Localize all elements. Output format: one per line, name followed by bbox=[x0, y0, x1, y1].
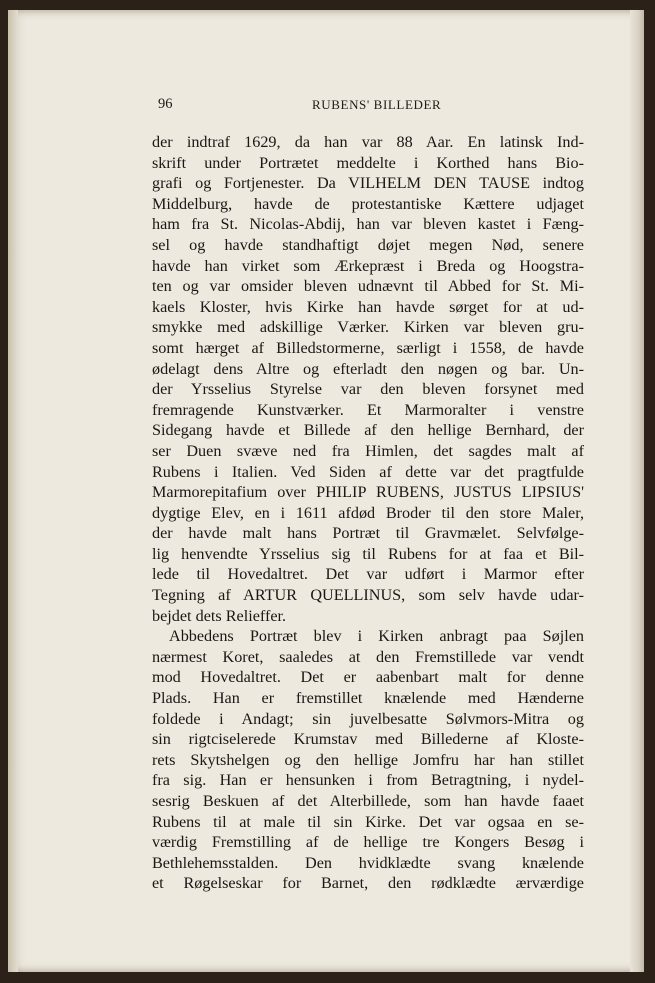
text-line: Rubens i Italien. Ved Siden af dette var det pragtfulde bbox=[152, 462, 584, 481]
text-line: ser Duen svæve ned fra Himlen, det sagdes malt af bbox=[152, 441, 584, 460]
text-line: dygtige Elev, en i 1611 afdød Broder til den store Maler, bbox=[152, 503, 584, 522]
text-line: der indtraf 1629, da han var 88 Aar. En latinsk Ind- bbox=[152, 133, 584, 151]
text-line: fremragende Kunstværker. Et Marmoralter i venstre bbox=[152, 400, 584, 419]
page-binding-shadow bbox=[8, 10, 18, 972]
text-line: havde han virket som Ærkepræst i Breda og Hoogstra- bbox=[152, 256, 584, 275]
text-line: somt hærget af Billedstormerne, særligt i 1558, de havde bbox=[152, 338, 584, 357]
text-line: bejdet dets Relieffer. bbox=[152, 606, 287, 625]
text-line: kaels Kloster, hvis Kirke han havde sørget for at ud- bbox=[152, 297, 584, 316]
text-line: grafi og Fortjenester. Da VILHELM DEN TAUSE indtog bbox=[152, 174, 584, 193]
body-text bbox=[152, 132, 584, 894]
text-line: Abbedens Portræt blev i Kirken anbragt paa Søjlen bbox=[169, 627, 584, 646]
text-line: der havde malt hans Portræt til Gravmælet. Selvfølge- bbox=[152, 524, 584, 543]
text-line: sesrig Beskuen af det Alterbillede, som han havde faaet bbox=[152, 792, 584, 810]
text-line: Marmorepitafium over PHILIP RUBENS, JUSTUS LIPSIUS' bbox=[152, 483, 584, 502]
text-line: Plads. Han er fremstillet knælende med Hænderne bbox=[152, 689, 584, 708]
page-number: 96 bbox=[158, 96, 173, 112]
text-line: mod Hovedaltret. Det er aabenbart malt for denne bbox=[152, 668, 584, 687]
page-header bbox=[152, 96, 584, 118]
text-line: lede til Hovedaltret. Det var udført i Marmor efter bbox=[152, 565, 584, 584]
text-line: der Yrsselius Styrelse var den bleven forsynet med bbox=[152, 380, 584, 399]
text-line: ten og var omsider bleven udnævnt til Abbed for St. Mi- bbox=[152, 277, 584, 296]
text-line: et Røgelseskar for Barnet, den rødklædte ærværdige bbox=[152, 874, 584, 893]
text-line: rets Skytshelgen og den hellige Jomfru har han stillet bbox=[152, 750, 584, 769]
text-line: ham fra St. Nicolas-Abdij, han var bleven kastet i Fæng- bbox=[152, 215, 584, 234]
text-line: foldede i Andagt; sin juvelbesatte Sølvmors-Mitra og bbox=[152, 709, 584, 728]
text-line: fra sig. Han er hensunken i from Betragtning, i nydel- bbox=[152, 771, 584, 790]
text-line: sel og havde standhaftigt døjet megen Nød, senere bbox=[152, 235, 584, 254]
text-line: Middelburg, havde de protestantiske Kættere udjaget bbox=[152, 194, 584, 213]
text-line: værdig Fremstilling af de hellige tre Kongers Besøg i bbox=[152, 833, 584, 852]
text-line: Bethlehemsstalden. Den hvidklædte svang knælende bbox=[152, 853, 584, 872]
text-line: lig henvendte Yrsselius sig til Rubens for at faa et Bil- bbox=[152, 544, 584, 563]
page-edge-stack bbox=[630, 10, 644, 972]
text-line: Rubens til at male til sin Kirke. Det var ogsaa en se- bbox=[152, 812, 584, 831]
text-line: smykke med adskillige Værker. Kirken var bleven gru- bbox=[152, 318, 584, 337]
text-line: Tegning af ARTUR QUELLINUS, som selv havde udar- bbox=[152, 586, 584, 605]
text-line: nærmest Koret, saaledes at den Fremstillede var vendt bbox=[152, 647, 584, 666]
running-title: RUBENS' BILLEDER bbox=[312, 97, 442, 112]
text-line: sin rigtciselerede Krumstav med Billederne af Kloste- bbox=[152, 730, 584, 749]
text-line: ødelagt dens Altre og efterladt den nøgen og bar. Un- bbox=[152, 359, 584, 378]
text-line: skrift under Portrætet meddelte i Korthed hans Bio- bbox=[152, 153, 584, 172]
text-line: Sidegang havde et Billede af den hellige Bernhard, der bbox=[152, 421, 584, 440]
